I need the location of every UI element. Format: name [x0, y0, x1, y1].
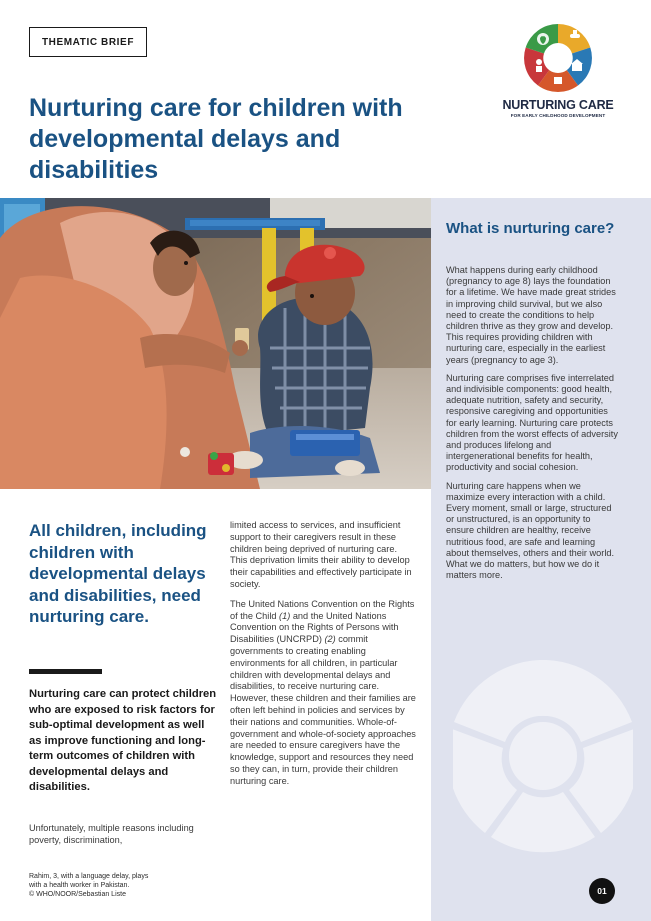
- body-paragraph-start: Unfortunately, multiple reasons including poverty, discrimination,: [29, 823, 194, 845]
- nurturing-care-logo: [498, 22, 618, 122]
- sidebar-paragraph-2: Nurturing care comprises five interrelated and indivisible components: good health, adequate nutrition, safety and security, responsive caregiving and opportunities for early learning. Nurturing care protects children from the worst effects of adversity and produces lifelong and intergenerational benefits for health, productivity and social cohesion.: [446, 372, 618, 473]
- cover-photo: [0, 198, 431, 489]
- body-paragraph-conventions: [230, 599, 416, 788]
- conventions-text-2: and the United Nations Convention on the Rights of Persons with Disabilities (UNCRPD): [230, 610, 399, 645]
- citation-2: (2): [324, 634, 336, 645]
- sidebar-paragraph-3: Nurturing care happens when we maximize every interaction with a child. Every moment, small or large, structured or unstructured, is an opportunity to ensure children are healthy, receive nutritious food, are safe and learning about themselves, others and their world. What we do matters, but how we do it matters more.: [446, 480, 615, 581]
- sidebar-paragraph-1: What happens during early childhood (pregnancy to age 8) lays the foundation for a lifetime. We have made great strides in improving child survival, but we also need to create the conditions to help children thrive as they grow and develop. This requires providing children with nurturing care, especially in the earliest years (pregnancy to age 3).: [446, 265, 616, 365]
- thematic-brief-tag: THEMATIC BRIEF: [29, 27, 147, 57]
- photo-credit: © WHO/NOOR/Sebastian Liste: [29, 891, 126, 898]
- body-paragraph-continued: limited access to services, and insufficient support to their caregivers result in these children being deprived of nurturing care. This deprivation limits their ability to develop their capabilities and effectively participate in society.: [230, 520, 412, 589]
- caption-line-2: with a health worker in Pakistan.: [29, 882, 130, 889]
- citation-1: (1): [279, 610, 291, 621]
- conventions-text-3: commit governments to creating enabling environments for all children, in particular children with developmental delays and disabilities, to receive nurturing care. However, these children and their families are often left behind in policies and services by their nations and communities. Whole-of-government and whole-of-society approaches are needed to ensure caregivers have the knowledge, support and resources they need so they can, in turn, provide their children nurturing care.: [230, 634, 416, 786]
- section-divider: [29, 669, 102, 674]
- conventions-text-1: The United Nations Convention on the Rights of the Child: [230, 598, 415, 621]
- nurturing-care-wheel-icon: [522, 22, 594, 94]
- sidebar-body: [446, 265, 618, 588]
- logo-subtitle: FOR EARLY CHILDHOOD DEVELOPMENT: [510, 113, 606, 118]
- key-message: Nurturing care can protect children who are exposed to risk factors for sub-optimal development as well as improve functioning and long-term outcomes of children with developmental delays and disabilities.: [29, 688, 217, 793]
- nurturing-care-wheel-watermark-icon: [453, 656, 633, 856]
- caption-line-1: Rahim, 3, with a language delay, plays: [29, 873, 149, 880]
- sidebar-heading: What is nurturing care?: [446, 220, 615, 237]
- photo-caption: [29, 872, 199, 899]
- body-column-2: [230, 520, 416, 796]
- page-title: Nurturing care for children with developmental delays and disabilities: [29, 94, 403, 184]
- page-number: 01: [589, 878, 615, 904]
- what-is-nurturing-care-sidebar: [431, 198, 651, 921]
- logo-title: NURTURING CARE: [502, 98, 614, 112]
- lead-statement: All children, including children with developmental delays and disabilities, need nurturing care.: [29, 521, 207, 626]
